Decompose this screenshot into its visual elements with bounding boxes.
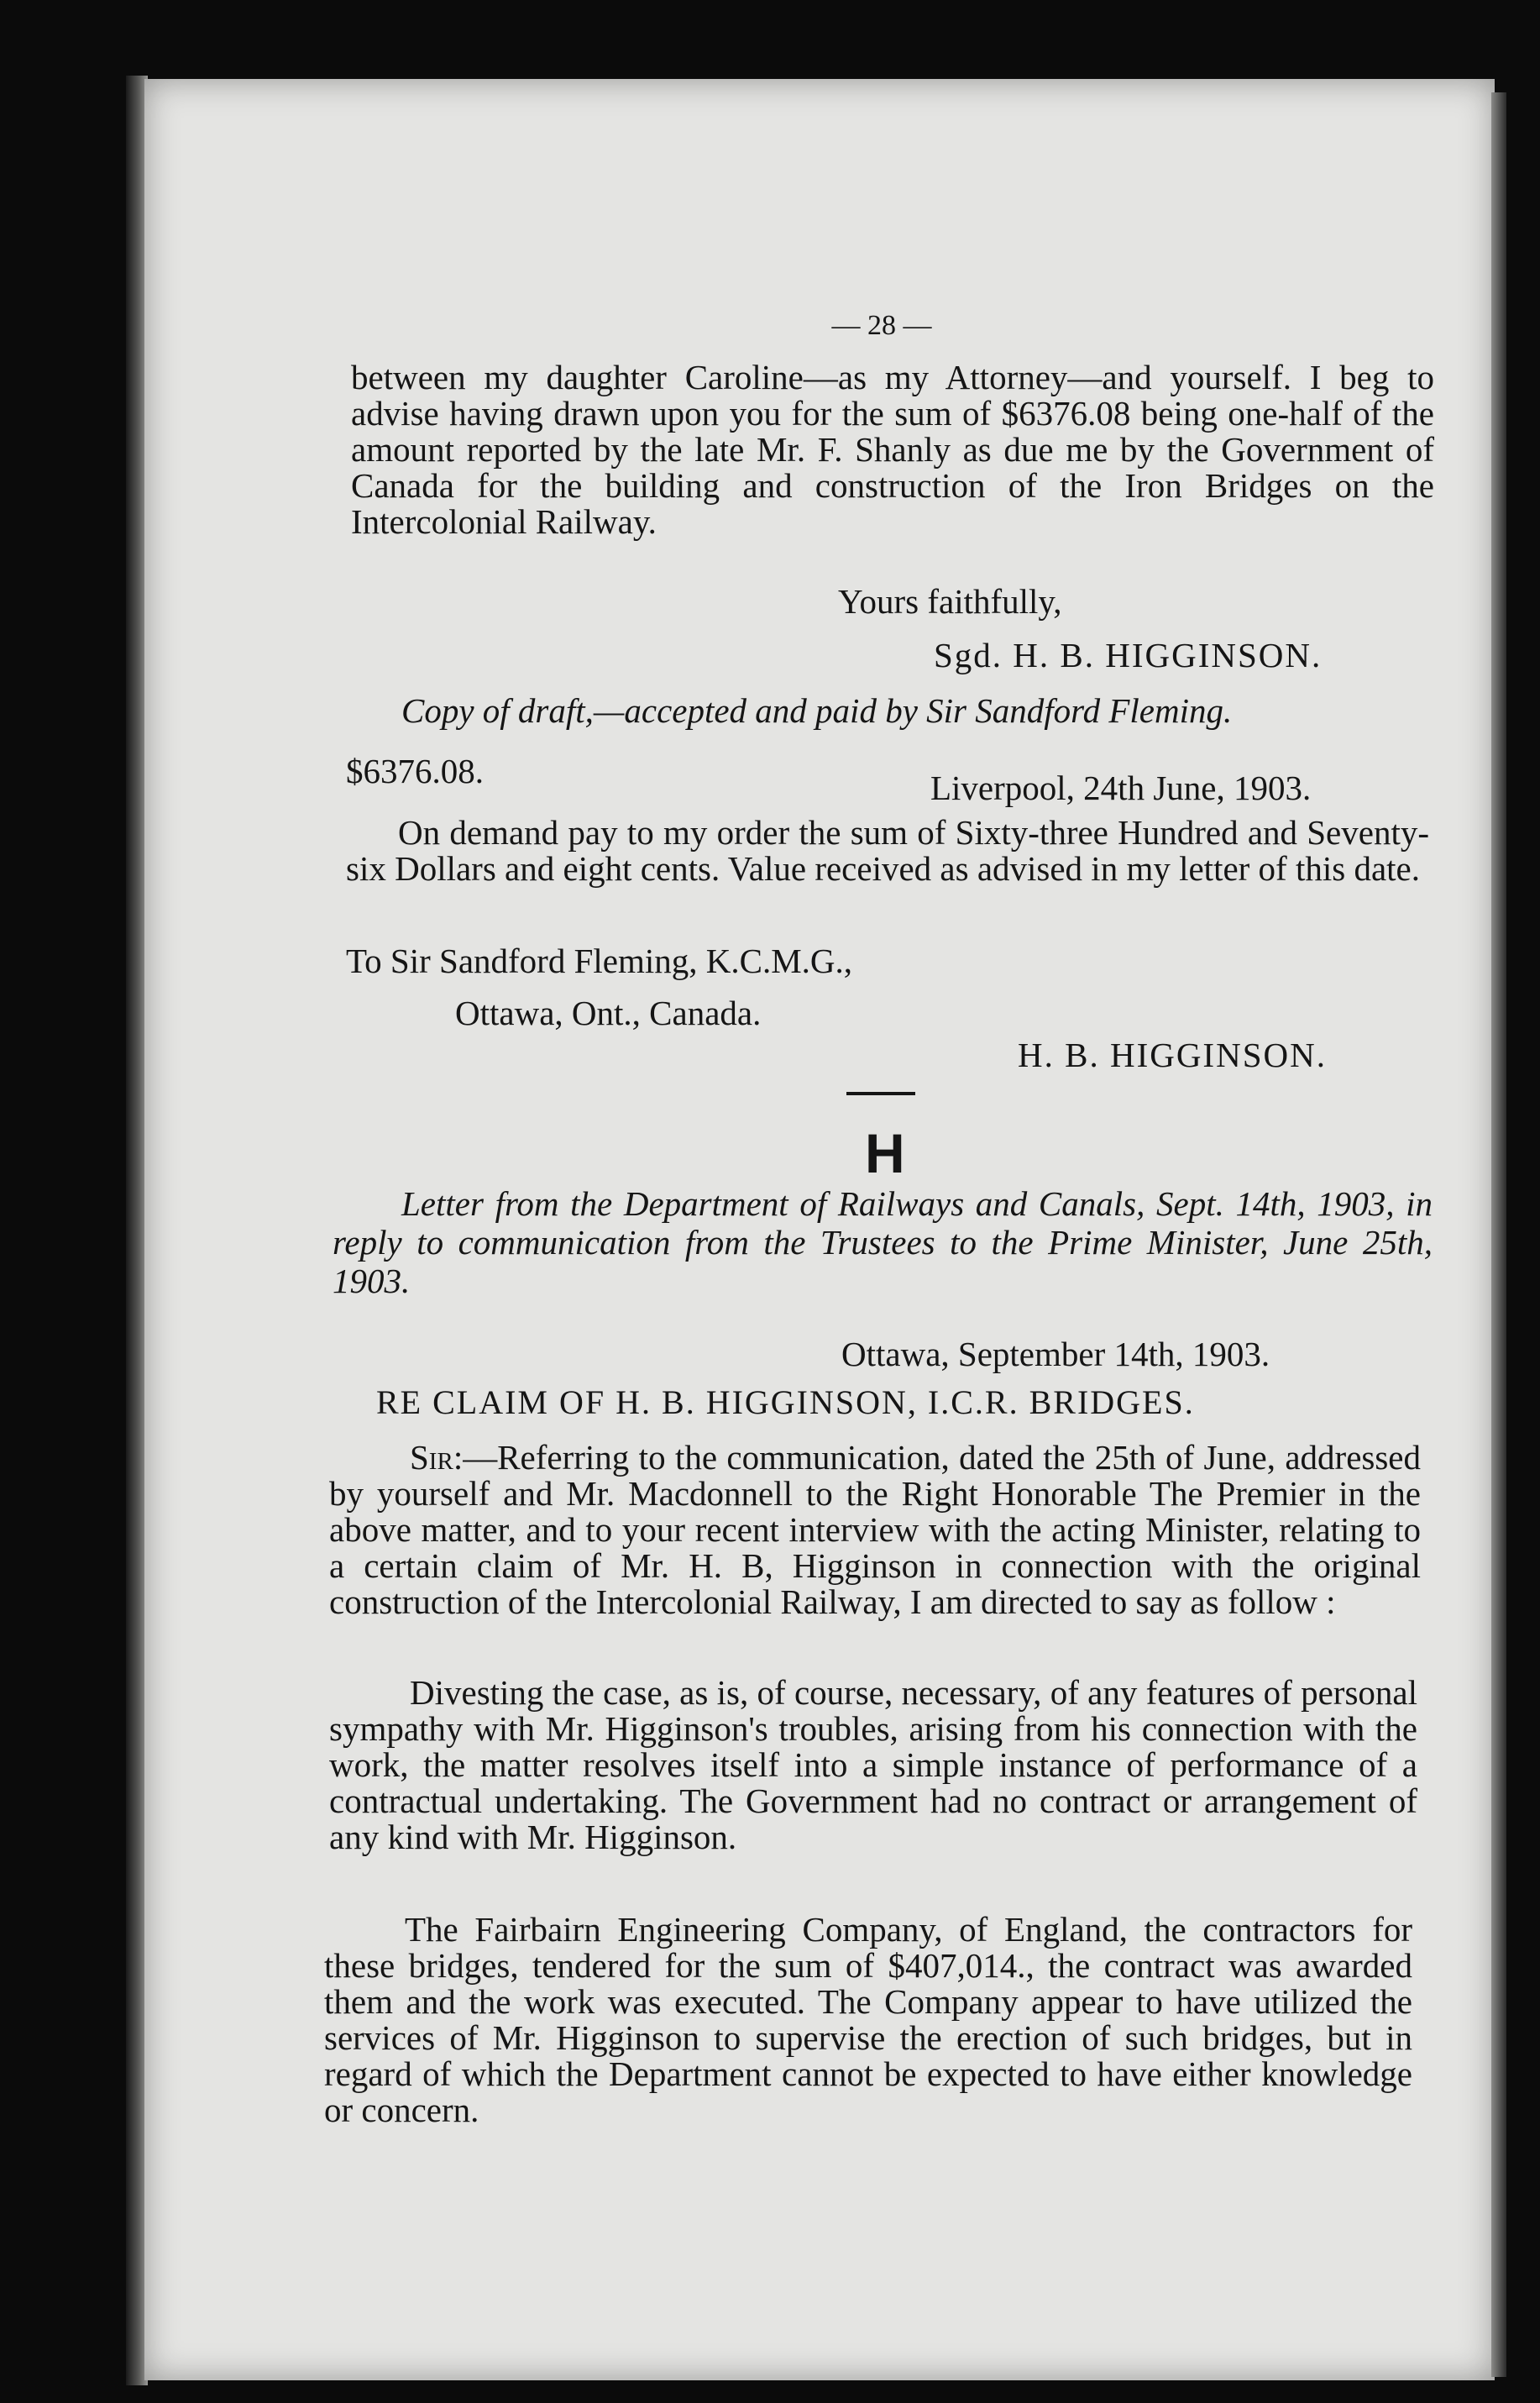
letter-paragraph: between my daughter Caroline—as my Attorney—and yourself. I beg to advise having drawn upon you for the sum of $6376.08 being one-half of the amount reported by the late Mr. F. Shanly as due me by the Government of Canada for the building and construction of the Iron Bridges on the Intercolonial Railway. [351,358,1434,541]
draft-amount: $6376.08. [346,752,484,790]
section-place-date: Ottawa, September 14th, 1903. [841,1335,1270,1373]
page-right-edge [1491,92,1506,2377]
section-paragraph-3: The Fairbairn Engineering Company, of England, the contractors for these bridges, tendered for the sum of $407,014., the contract was awarded them and the work was executed. The Company appear to have utilized the services of Mr. Higginson to supervise the erection of such bridges, but in regard of which the Department cannot be expected to have either knowledge or concern. [324,1910,1412,2129]
section-subject: RE CLAIM OF H. B. HIGGINSON, I.C.R. BRIDGES. [376,1383,1195,1421]
draft-to-line-1: To Sir Sandford Fleming, K.C.M.G., [346,942,853,980]
salutation: Sir [410,1438,453,1477]
section-divider [846,1092,915,1095]
page-number: — 28 — [831,310,932,341]
section-paragraph-1 [329,1440,1421,1620]
section-letter-heading: H [865,1122,905,1184]
draft-place-date: Liverpool, 24th June, 1903. [930,769,1312,807]
draft-to-line-2: Ottawa, Ont., Canada. [455,994,762,1032]
letter-closing: Yours faithfully, [838,582,1062,621]
draft-signature: H. B. HIGGINSON. [1018,1036,1327,1074]
section-paragraph-2: Divesting the case, as is, of course, necessary, of any features of personal sympathy with Mr. Higginson's troubles, arising from his connection with the work, the matter resolves itself into a simple instance of performance of a contractual undertaking. The Government had no contract or arrangement of any kind with Mr. Higginson. [329,1673,1417,1856]
section-description: Letter from the Department of Railways and Canals, Sept. 14th, 1903, in reply to communication from the Trustees to the Prime Minister, June 25th, 1903. [333,1184,1433,1300]
draft-heading: Copy of draft,—accepted and paid by Sir Sandford Fleming. [401,691,1233,730]
letter-signature: Sgd. H. B. HIGGINSON. [934,636,1323,674]
paragraph-1-text: :—Referring to the communication, dated the 25th of June, addressed by yourself and Mr. Macdonnell to the Right Honorable The Premier in the above matter, and to your recent interview with the acting Minister, relating to a certain claim of Mr. H. B, Higginson in connection with the original construction of the Intercolonial Railway, I am directed to say as follow : [329,1438,1421,1621]
draft-body: On demand pay to my order the sum of Sixty-three Hundred and Seventy-six Dollars and eight cents. Value received as advised in my letter of this date. [346,813,1429,888]
